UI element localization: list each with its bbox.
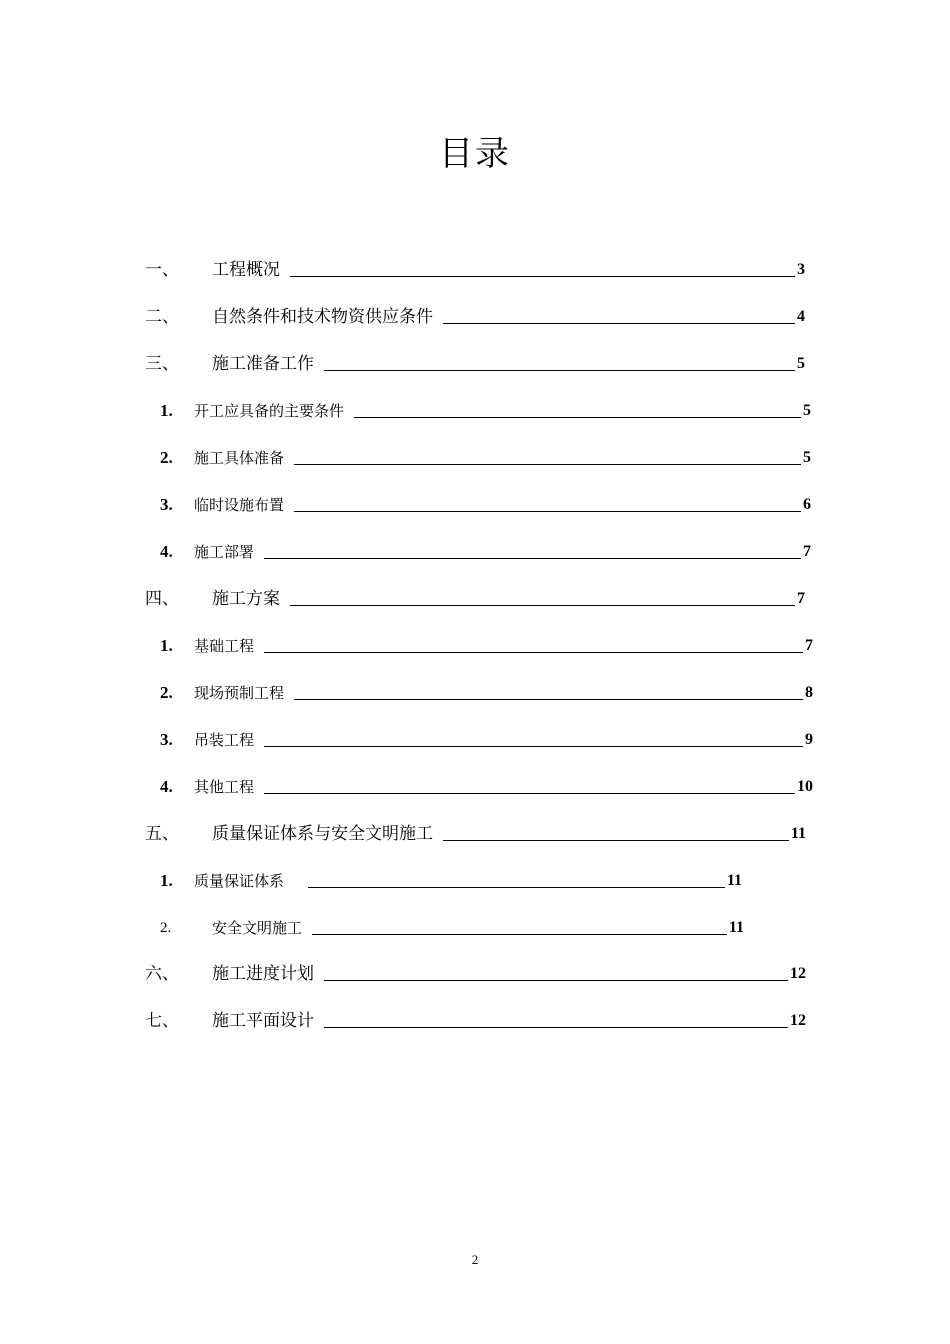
toc-entry-number: 2. xyxy=(160,683,173,702)
toc-leader-line xyxy=(294,698,803,700)
toc-entry-number: 四、 xyxy=(145,589,179,608)
toc-entry-page: 10 xyxy=(797,778,813,795)
toc-entry[interactable] xyxy=(145,585,805,609)
toc-entry-label: 施工准备工作 xyxy=(212,354,314,374)
toc-entry[interactable] xyxy=(145,350,805,374)
page-title: 目录 xyxy=(439,134,511,174)
toc-entry[interactable] xyxy=(160,914,744,938)
toc-entry-label: 自然条件和技术物资供应条件 xyxy=(212,307,433,327)
toc-entry-label: 施工方案 xyxy=(212,589,280,609)
toc-entry-label: 开工应具备的主要条件 xyxy=(194,402,345,420)
toc-leader-line xyxy=(308,886,725,888)
toc-entry-number: 1. xyxy=(160,871,173,890)
toc-entry[interactable] xyxy=(145,303,805,327)
toc-entry-label: 工程概况 xyxy=(212,260,280,280)
toc-leader-line xyxy=(354,416,801,418)
toc-entry-number: 1. xyxy=(160,401,173,420)
toc-entry-page: 3 xyxy=(797,261,805,278)
toc-entry[interactable] xyxy=(160,867,742,891)
toc-entry-page: 9 xyxy=(805,731,813,748)
toc-entry-number: 五、 xyxy=(145,824,179,843)
toc-entry-label: 临时设施布置 xyxy=(194,496,285,514)
toc-entry-label: 现场预制工程 xyxy=(194,684,285,702)
toc-entry-number: 六、 xyxy=(145,964,179,983)
toc-leader-line xyxy=(443,839,789,841)
toc-entry-label: 质量保证体系 xyxy=(194,872,285,890)
toc-entry-page: 5 xyxy=(803,402,811,419)
toc-entry[interactable] xyxy=(160,726,813,750)
toc-entry-label: 施工平面设计 xyxy=(212,1011,314,1031)
toc-leader-line xyxy=(264,792,795,794)
toc-entry-page: 5 xyxy=(797,355,805,372)
toc-entry-page: 7 xyxy=(797,590,805,607)
toc-entry-number: 4. xyxy=(160,542,173,561)
toc-leader-line xyxy=(290,604,795,606)
toc-entry-page: 11 xyxy=(728,919,744,936)
toc-leader-line xyxy=(324,979,788,981)
toc-entry[interactable] xyxy=(145,256,805,280)
toc-entry-page: 4 xyxy=(797,308,805,325)
toc-entry-label: 其他工程 xyxy=(194,778,255,796)
toc-entry-number: 2. xyxy=(160,448,173,467)
toc-leader-line xyxy=(264,651,803,653)
toc-leader-line xyxy=(294,463,801,465)
page-number-footer: 2 xyxy=(471,1252,479,1267)
toc-leader-line xyxy=(312,933,727,935)
toc-entry[interactable] xyxy=(160,632,813,656)
toc-entry-label: 质量保证体系与安全文明施工 xyxy=(212,824,433,844)
toc-leader-line xyxy=(324,369,795,371)
toc-entry-page: 7 xyxy=(805,637,813,654)
toc-leader-line xyxy=(264,557,801,559)
toc-entry-number: 七、 xyxy=(145,1011,179,1030)
toc-entry-label: 施工具体准备 xyxy=(194,449,285,467)
toc-entry-page: 7 xyxy=(803,543,811,560)
toc-entry-page: 12 xyxy=(790,965,806,982)
toc-entry-label: 安全文明施工 xyxy=(212,919,303,937)
toc-entry-number: 1. xyxy=(160,636,173,655)
toc-entry[interactable] xyxy=(145,1007,806,1031)
toc-entry-label: 施工进度计划 xyxy=(212,964,314,984)
toc-leader-line xyxy=(324,1026,788,1028)
toc-entry-number: 3. xyxy=(160,495,173,514)
toc-entry-page: 11 xyxy=(726,872,742,889)
toc-entry-number: 一、 xyxy=(145,260,179,279)
toc-entry-label: 基础工程 xyxy=(194,637,255,655)
toc-leader-line xyxy=(290,275,795,277)
toc-entry[interactable] xyxy=(160,773,813,797)
toc-entry-page: 12 xyxy=(790,1012,806,1029)
toc-entry[interactable] xyxy=(160,397,811,421)
toc-entry-page: 11 xyxy=(790,825,806,842)
toc-entry-number: 2. xyxy=(160,920,172,936)
toc-leader-line xyxy=(294,510,801,512)
toc-entry-number: 3. xyxy=(160,730,173,749)
toc-entry-label: 吊装工程 xyxy=(194,731,255,749)
toc-entry[interactable] xyxy=(160,538,811,562)
toc-entry[interactable] xyxy=(145,960,806,984)
toc-entry[interactable] xyxy=(160,444,811,468)
toc-entry-number: 三、 xyxy=(145,354,179,373)
toc-entry-number: 4. xyxy=(160,777,173,796)
toc-entry-label: 施工部署 xyxy=(194,543,255,561)
toc-entry-page: 8 xyxy=(805,684,813,701)
toc-entry-number: 二、 xyxy=(145,307,179,326)
toc-entry-page: 5 xyxy=(803,449,811,466)
toc-entry[interactable] xyxy=(145,820,806,844)
toc-entry[interactable] xyxy=(160,679,813,703)
toc-entry[interactable] xyxy=(160,491,811,515)
toc-entry-page: 6 xyxy=(803,496,811,513)
toc-leader-line xyxy=(443,322,795,324)
toc-leader-line xyxy=(264,745,803,747)
